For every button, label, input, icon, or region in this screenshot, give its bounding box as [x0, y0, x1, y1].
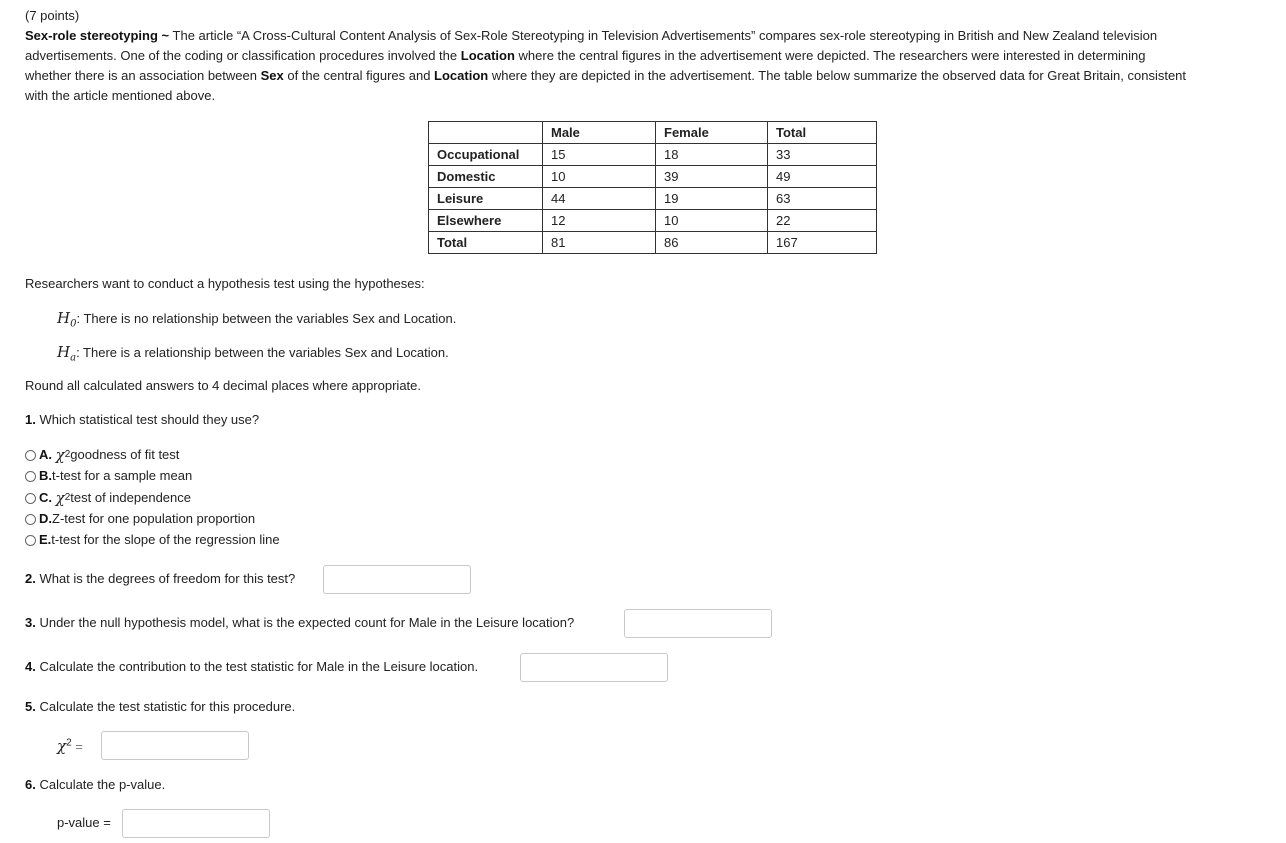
- table-cell: 63: [768, 188, 877, 210]
- question-4: [25, 657, 478, 677]
- ha-symbol: H: [57, 343, 71, 361]
- table-cell: 19: [656, 188, 768, 210]
- table-row: [429, 210, 877, 232]
- degrees-of-freedom-input[interactable]: [323, 565, 471, 594]
- chi-symbol: χ: [57, 737, 67, 755]
- question-3: [25, 613, 574, 633]
- row-label: Leisure: [429, 188, 543, 210]
- q5-text: Calculate the test statistic for this procedure.: [35, 699, 296, 714]
- points-label: (7 points): [25, 8, 80, 23]
- h0-symbol: H: [57, 309, 71, 327]
- radio-option-d[interactable]: [25, 514, 36, 525]
- radio-option-c[interactable]: [25, 493, 36, 504]
- contingency-table: [428, 121, 877, 254]
- table-cell: 12: [543, 210, 656, 232]
- null-hypothesis: [57, 307, 456, 329]
- table-cell: 22: [768, 210, 877, 232]
- alt-hypothesis: [57, 341, 449, 363]
- intro-text-6: where they are depicted in the advertisement. The table below summarize the observed data for Great Britain, consistent: [488, 68, 1187, 83]
- q2-text: What is the degrees of freedom for this test?: [35, 571, 296, 586]
- col-header-female: Female: [656, 122, 768, 144]
- option-b[interactable]: [25, 466, 192, 486]
- q2-number: 2.: [25, 571, 36, 586]
- problem-intro: [25, 6, 1280, 106]
- problem-title: Sex-role stereotyping ~: [25, 28, 170, 43]
- q6-number: 6.: [25, 777, 36, 792]
- p-value-input[interactable]: [122, 809, 270, 838]
- superscript-2: 2: [66, 737, 72, 749]
- chi-symbol: χ: [55, 446, 65, 464]
- chi-symbol: χ: [55, 489, 65, 507]
- table-cell: 10: [543, 166, 656, 188]
- q1-number: 1.: [25, 412, 36, 427]
- option-a-letter: A.: [39, 447, 52, 462]
- h0-subscript: 0: [70, 318, 77, 330]
- table-row: [429, 232, 877, 254]
- question-1: [25, 410, 259, 430]
- intro-line-4: with the article mentioned above.: [25, 88, 216, 103]
- option-e-text: t-test for the slope of the regression line: [51, 532, 280, 547]
- ha-text: : There is a relationship between the variables Sex and Location.: [76, 345, 449, 360]
- table-corner: [429, 122, 543, 144]
- row-label: Occupational: [429, 144, 543, 166]
- radio-option-a[interactable]: [25, 450, 36, 461]
- equals-sign: =: [71, 739, 83, 754]
- radio-option-e[interactable]: [25, 535, 36, 546]
- table-cell: 44: [543, 188, 656, 210]
- q6-text: Calculate the p-value.: [35, 777, 166, 792]
- p-value-label: p-value =: [57, 815, 111, 830]
- radio-option-b[interactable]: [25, 471, 36, 482]
- hypotheses-intro: Researchers want to conduct a hypothesis test using the hypotheses:: [25, 276, 425, 291]
- option-c[interactable]: C. χ 2 test of independence: [25, 488, 191, 508]
- q5-number: 5.: [25, 699, 36, 714]
- table-row: [429, 188, 877, 210]
- question-5: [25, 697, 295, 717]
- question-6: [25, 775, 165, 795]
- row-label: Total: [429, 232, 543, 254]
- table-cell: 10: [656, 210, 768, 232]
- ha-subscript: a: [70, 352, 77, 364]
- option-a[interactable]: A. χ 2 goodness of fit test: [25, 445, 179, 465]
- table-cell: 15: [543, 144, 656, 166]
- question-2: [25, 569, 295, 589]
- table-header-row: [429, 122, 877, 144]
- intro-text-5: of the central figures and: [283, 68, 435, 83]
- table-cell: 39: [656, 166, 768, 188]
- option-d-letter: D.: [39, 511, 52, 526]
- intro-text-2: advertisements. One of the coding or classification procedures involved the: [25, 48, 461, 63]
- option-d-text: Z-test for one population proportion: [52, 511, 256, 526]
- col-header-total: Total: [768, 122, 877, 144]
- test-statistic-input[interactable]: [101, 731, 249, 760]
- intro-line-3: [25, 66, 1280, 86]
- table-cell: 81: [543, 232, 656, 254]
- intro-text-3: where the central figures in the advertisement were depicted. The researchers were interested in determining: [514, 48, 1146, 63]
- option-b-text: t-test for a sample mean: [52, 468, 193, 483]
- rounding-note: Round all calculated answers to 4 decimal places where appropriate.: [25, 378, 421, 393]
- intro-text-4: whether there is an association between: [25, 68, 261, 83]
- location-bold: Location: [460, 48, 515, 63]
- q4-text: Calculate the contribution to the test statistic for Male in the Leisure location.: [35, 659, 479, 674]
- table-cell: 167: [768, 232, 877, 254]
- table-row: [429, 144, 877, 166]
- table-cell: 33: [768, 144, 877, 166]
- row-label: Domestic: [429, 166, 543, 188]
- table-cell: 18: [656, 144, 768, 166]
- intro-line-2: [25, 46, 1280, 66]
- chi-square-label: [57, 734, 83, 758]
- table-cell: 86: [656, 232, 768, 254]
- option-c-text: test of independence: [70, 490, 191, 505]
- intro-line-1: [25, 26, 1280, 46]
- q4-number: 4.: [25, 659, 36, 674]
- q3-text: Under the null hypothesis model, what is the expected count for Male in the Leisure location?: [35, 615, 575, 630]
- q3-number: 3.: [25, 615, 36, 630]
- option-e-letter: E.: [39, 532, 52, 547]
- table-cell: 49: [768, 166, 877, 188]
- contribution-input[interactable]: [520, 653, 668, 682]
- intro-text-1: The article “A Cross-Cultural Content Analysis of Sex-Role Stereotyping in Television Advertisements” compares sex-role stereotyping in British and New Zealand television: [169, 28, 1158, 43]
- row-label: Elsewhere: [429, 210, 543, 232]
- h0-text: : There is no relationship between the variables Sex and Location.: [76, 311, 457, 326]
- table-row: [429, 166, 877, 188]
- location-bold-2: Location: [434, 68, 489, 83]
- option-b-letter: B.: [39, 468, 52, 483]
- sex-bold: Sex: [260, 68, 284, 83]
- option-c-letter: C.: [39, 490, 52, 505]
- option-e[interactable]: [25, 530, 280, 550]
- expected-count-input[interactable]: [624, 609, 772, 638]
- option-a-text: goodness of fit test: [70, 447, 180, 462]
- option-d[interactable]: [25, 509, 255, 529]
- q1-text: Which statistical test should they use?: [35, 412, 260, 427]
- col-header-male: Male: [543, 122, 656, 144]
